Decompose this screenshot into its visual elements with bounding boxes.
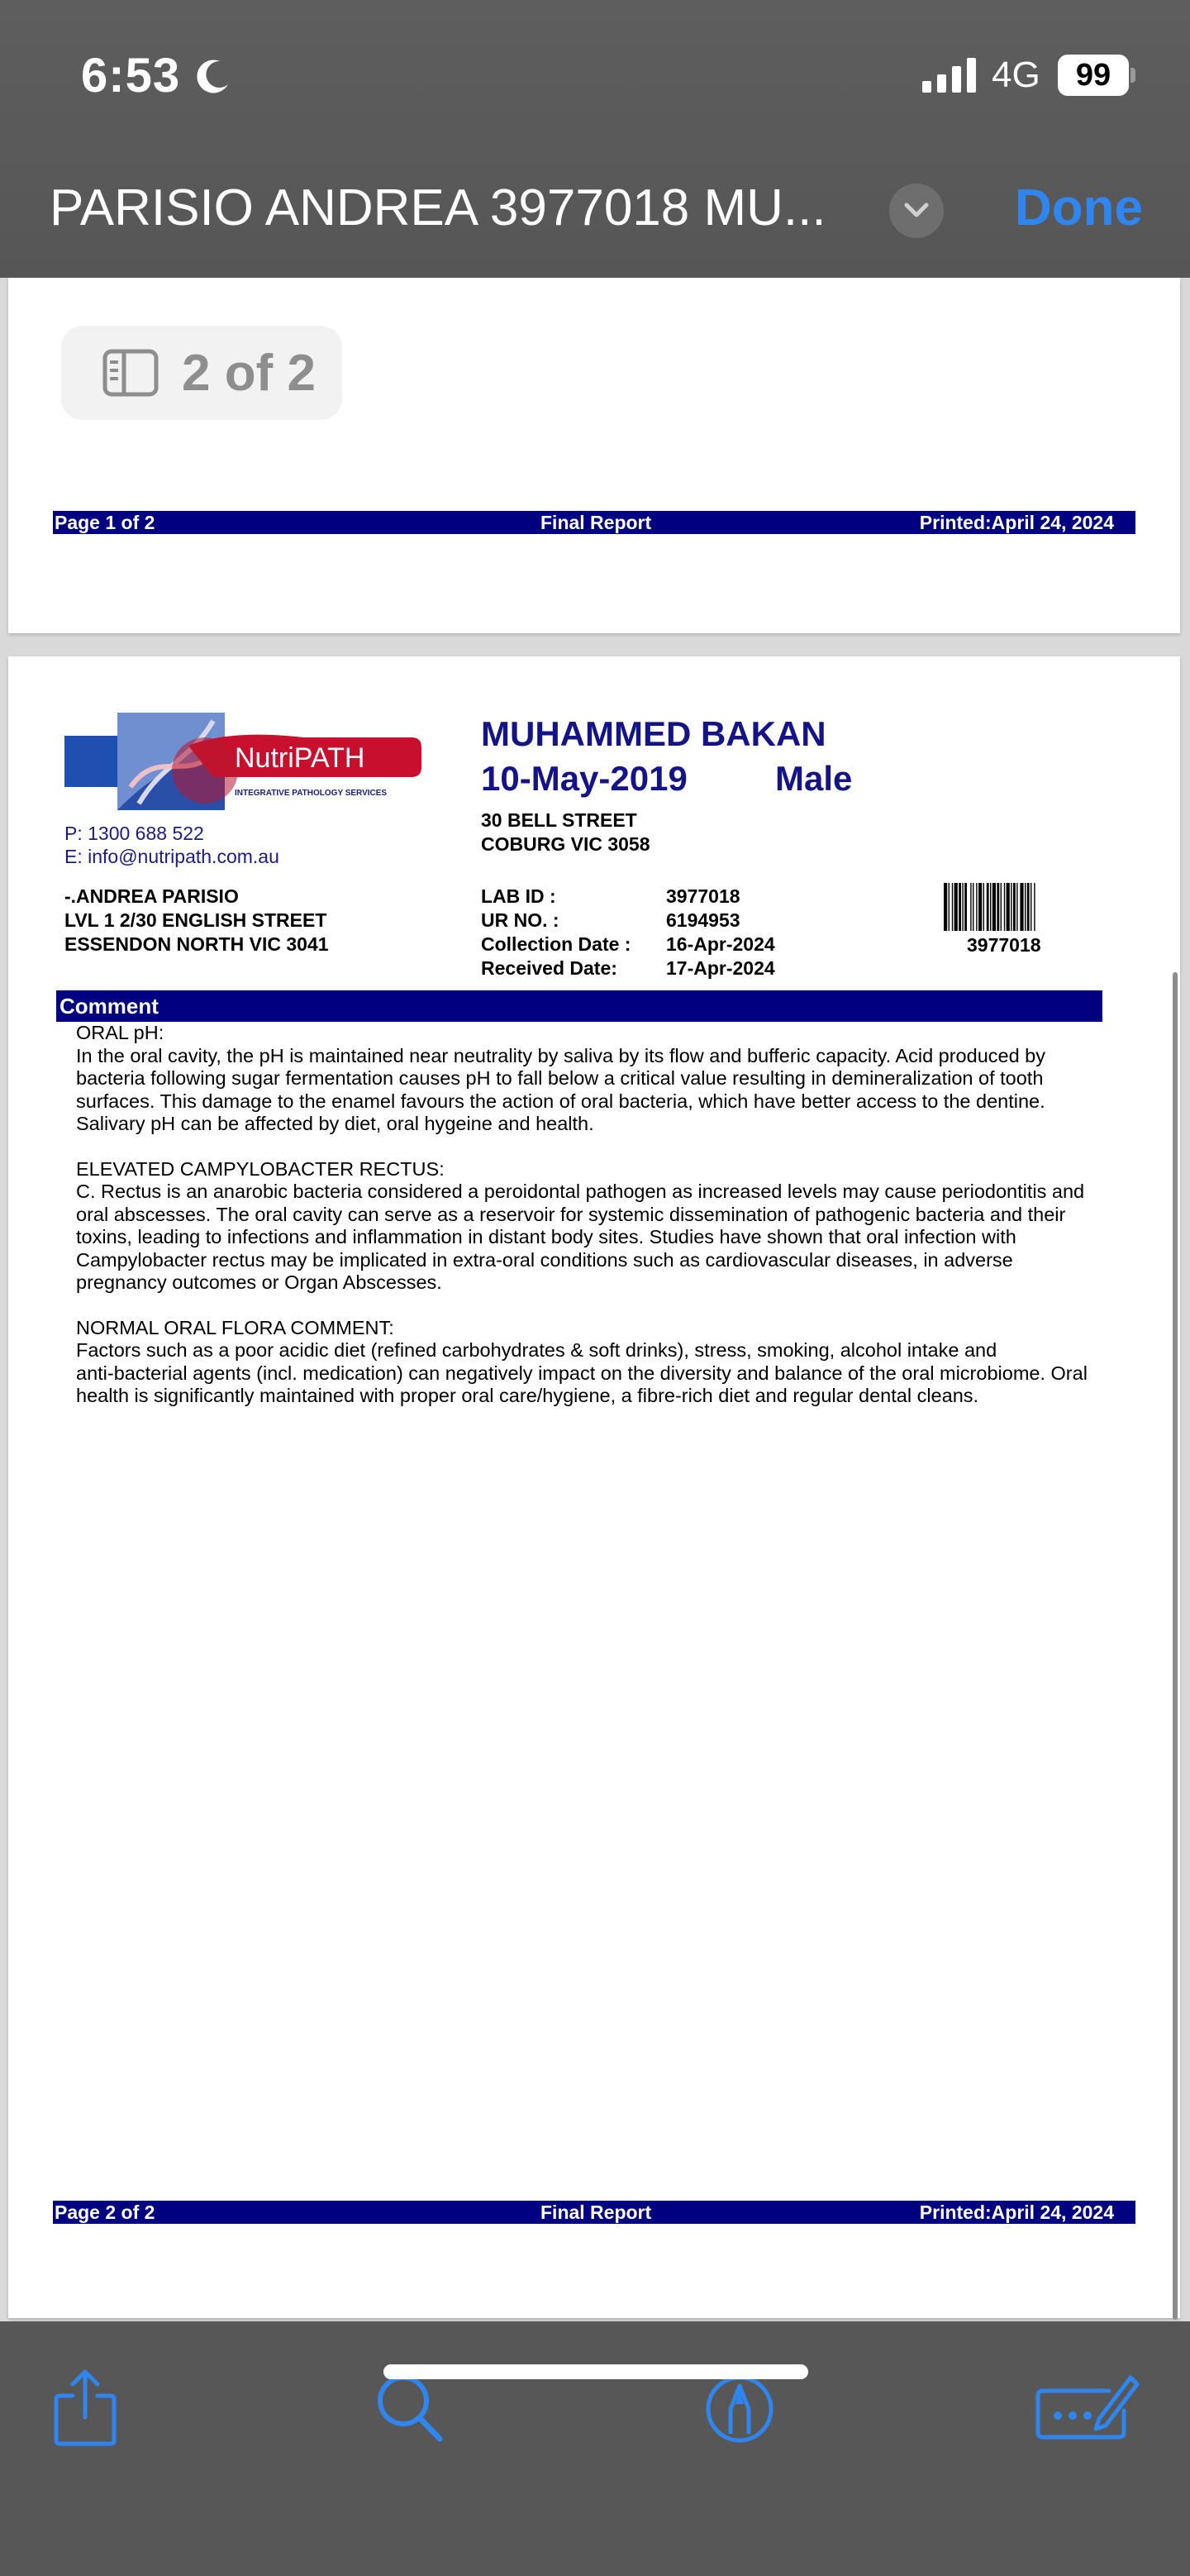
barcode-bar [949,883,950,931]
barcode-bar [1007,883,1010,931]
comment-section-campylobacter [76,1158,1134,1295]
lab-id-value: 3977018 [666,885,740,907]
barcode-bar [987,883,989,931]
barcode-bar [1001,883,1002,931]
signal-icon [922,58,977,93]
logo-tagline: INTEGRATIVE PATHOLOGY SERVICES [235,789,388,798]
comment-line: oral abscesses. The oral cavity can serve as a reservoir for systemic dissemination of pathogenic bacteria and their [76,1203,1066,1225]
doctor-address-2: ESSENDON NORTH VIC 3041 [64,933,329,955]
barcode-bar [954,883,958,931]
barcode-bar [990,883,991,931]
pdf-page-1 [8,278,1180,633]
patient-name: MUHAMMED BAKAN [481,714,826,753]
comment-line: anti-bacterial agents (incl. medication) can negatively impact on the diversity and balance of the oral microbiome. Oral [76,1362,1088,1384]
comment-line: pregnancy outcomes or Organ Abscesses. [76,1271,442,1293]
barcode-bar [962,883,963,931]
ur-value: 6194953 [666,909,740,931]
moon-icon [195,58,231,94]
comment-line: Salivary pH can be affected by diet, oral hygeine and health. [76,1113,594,1134]
scrollbar[interactable] [1173,972,1178,2320]
received-date-label: Received Date: [481,957,617,979]
footer-report-type: Final Report [540,2202,652,2223]
comment-heading: NORMAL ORAL FLORA COMMENT: [76,1316,394,1338]
page-footer [53,511,1135,534]
pdf-page-2 [8,656,1180,2318]
barcode-bar [1025,883,1026,931]
comment-section-oral-ph [76,1022,1134,1136]
barcode-bar [959,883,961,931]
referring-doctor [64,885,329,956]
title-menu-button[interactable] [889,184,944,238]
comment-line: C. Rectus is an anarobic bacteria considered a peroidontal pathogen as increased levels may cause periodontitis and [76,1181,1085,1202]
footer-printed-date: Printed:April 24, 2024 [919,512,1114,533]
barcode-bar [964,883,967,931]
status-time: 6:53 [81,49,181,103]
barcode-bar [1004,883,1005,931]
lab-phone: P: 1300 688 522 [64,823,204,844]
comment-line: Factors such as a poor acidic diet (refined carbohydrates & soft drinks), stress, smoking, alcohol intake and [76,1339,997,1361]
comment-line: toxins, leading to infections and inflammation in distant body sites. Studies have shown that oral infection with [76,1226,1016,1247]
patient-address-2: COBURG VIC 3058 [481,833,650,855]
done-button[interactable]: Done [1015,179,1143,236]
comment-heading: ELEVATED CAMPYLOBACTER RECTUS: [76,1157,445,1180]
barcode-number: 3977018 [967,934,1041,956]
lab-email: E: info@nutripath.com.au [64,846,279,867]
comment-heading: ORAL pH: [76,1022,164,1043]
page-indicator[interactable] [61,326,342,420]
collection-date-value: 16-Apr-2024 [666,933,775,955]
comment-line: health is significantly maintained with proper oral care/hygiene, a fibre-rich diet and regular dental cleans. [76,1385,979,1406]
form-fill-icon[interactable] [1033,2366,1140,2449]
share-icon[interactable] [48,2366,122,2449]
navigation-bar [0,0,1190,278]
doctor-name: -.ANDREA PARISIO [64,885,239,907]
logo-text: NutriPATH [235,742,365,774]
comment-header: Comment [56,990,1102,1022]
barcode-bar [1034,883,1035,931]
document-viewer[interactable] [0,278,1190,2321]
received-date-value: 17-Apr-2024 [666,957,775,979]
comment-line: bacteria following sugar fermentation causes pH to fall below a critical value resulting in demineralization of tooth [76,1067,1044,1089]
network-type: 4G [992,55,1040,95]
lab-id-label: LAB ID : [481,885,556,907]
footer-printed-date: Printed:April 24, 2024 [919,2202,1114,2223]
document-title[interactable]: PARISIO ANDREA 3977018 MU... [50,179,826,236]
chevron-down-icon [903,200,930,222]
battery-tip [1130,68,1135,83]
barcode-bar [976,883,977,931]
barcode-bar [970,883,971,931]
barcode-bar [1016,883,1017,931]
comment-section-oral-flora [76,1317,1134,1408]
footer-report-type: Final Report [540,512,652,533]
home-indicator [383,2364,808,2379]
barcode-bar [997,883,999,931]
patient-address [481,809,650,856]
barcode [944,883,1099,931]
nutripath-logo [64,713,421,817]
patient-address-1: 30 BELL STREET [481,809,637,831]
bottom-toolbar [0,2321,1190,2576]
barcode-bar [952,883,953,931]
patient-sex: Male [775,759,853,798]
comment-body [76,1022,1134,1430]
patient-dob: 10-May-2019 [481,759,688,798]
footer-page-number: Page 2 of 2 [55,2202,155,2223]
page-indicator-text: 2 of 2 [182,345,316,402]
comment-line: Campylobacter rectus may be implicated in extra-oral conditions such as cardiovascular diseases, in adverse [76,1248,1013,1271]
barcode-bar [1013,883,1016,931]
footer-page-number: Page 1 of 2 [55,512,155,533]
collection-date-label: Collection Date : [481,933,631,955]
comment-line: surfaces. This damage to the enamel favours the action of oral bacteria, which have better access to the dentine. [76,1090,1045,1112]
page-footer [53,2201,1135,2224]
barcode-bar [978,883,982,931]
barcode-bar [1020,883,1023,931]
lab-contact [64,822,279,868]
barcode-bar [983,883,984,931]
ur-label: UR NO. : [481,909,559,931]
doctor-address-1: LVL 1 2/30 ENGLISH STREET [64,909,327,931]
comment-line: In the oral cavity, the pH is maintained near neutrality by saliva by its flow and bufferic capacity. Acid produced by [76,1044,1046,1066]
barcode-bar [1027,883,1030,931]
barcode-bar [944,883,947,931]
barcode-bar [992,883,996,931]
battery-level: 99 [1058,55,1129,96]
sidebar-icon [102,349,159,397]
